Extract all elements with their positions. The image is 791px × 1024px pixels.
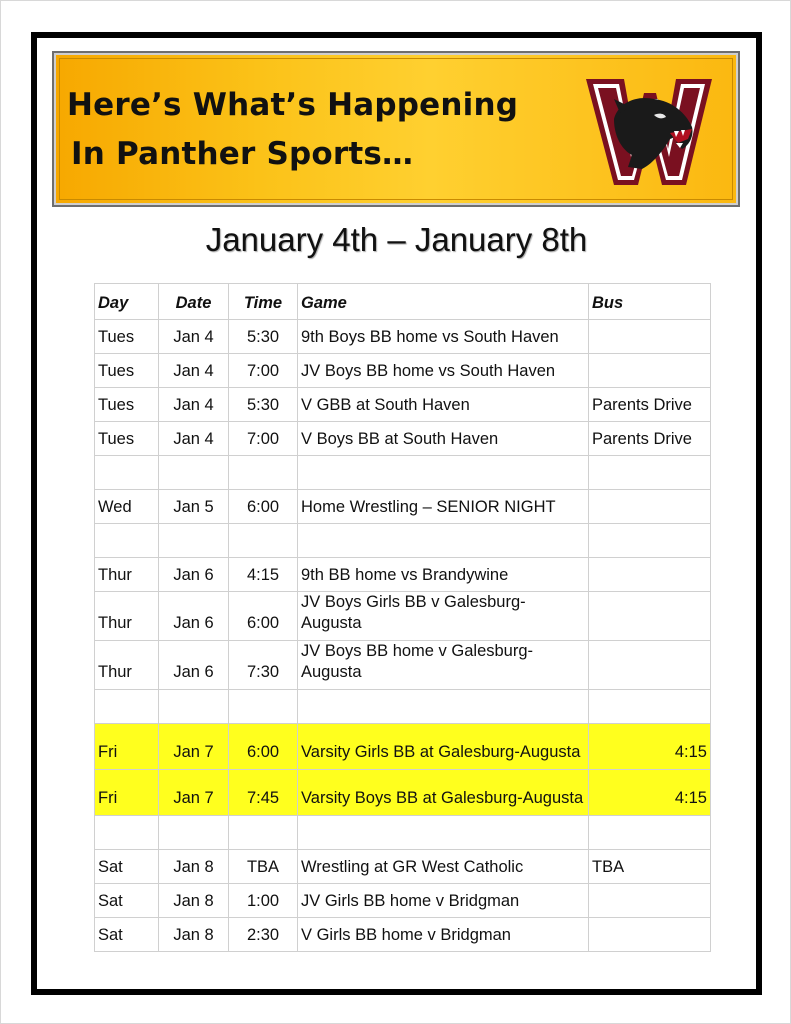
table-row: [95, 320, 711, 354]
cell-bus: [589, 558, 711, 592]
cell-date: Jan 6: [159, 592, 229, 641]
cell-time: 7:00: [229, 422, 298, 456]
schedule-table: [94, 283, 711, 952]
cell-day: [95, 816, 159, 850]
cell-day: [95, 690, 159, 724]
cell-game: Home Wrestling – SENIOR NIGHT: [298, 490, 589, 524]
cell-bus: [589, 524, 711, 558]
cell-time: 7:00: [229, 354, 298, 388]
table-row: [95, 592, 711, 641]
cell-bus: TBA: [589, 850, 711, 884]
cell-day: Sat: [95, 850, 159, 884]
cell-time: 4:15: [229, 558, 298, 592]
table-row: [95, 524, 711, 558]
cell-date: Jan 5: [159, 490, 229, 524]
cell-date: Jan 4: [159, 388, 229, 422]
banner-headline-line1: Here’s What’s Happening: [67, 87, 519, 123]
cell-time: 5:30: [229, 388, 298, 422]
cell-date: [159, 690, 229, 724]
cell-day: Tues: [95, 354, 159, 388]
cell-time: [229, 524, 298, 558]
cell-time: 6:00: [229, 724, 298, 770]
cell-day: [95, 524, 159, 558]
cell-day: Sat: [95, 884, 159, 918]
header-bus: Bus: [589, 284, 711, 320]
cell-date: [159, 816, 229, 850]
cell-bus: [589, 884, 711, 918]
cell-game: Varsity Girls BB at Galesburg-Augusta: [298, 724, 589, 770]
table-row: [95, 816, 711, 850]
cell-date: [159, 524, 229, 558]
cell-time: 2:30: [229, 918, 298, 952]
cell-time: [229, 456, 298, 490]
cell-day: Sat: [95, 918, 159, 952]
table-row: [95, 918, 711, 952]
cell-bus: [589, 354, 711, 388]
cell-game: [298, 456, 589, 490]
cell-bus: 4:15: [589, 770, 711, 816]
date-range-title: January 4th – January 8th: [205, 221, 588, 258]
cell-time: TBA: [229, 850, 298, 884]
cell-date: Jan 4: [159, 320, 229, 354]
table-row: [95, 422, 711, 456]
cell-time: 6:00: [229, 490, 298, 524]
cell-bus: 4:15: [589, 724, 711, 770]
cell-bus: Parents Drive: [589, 422, 711, 456]
cell-game: JV Boys BB home vs South Haven: [298, 354, 589, 388]
cell-bus: [589, 918, 711, 952]
cell-bus: Parents Drive: [589, 388, 711, 422]
cell-date: Jan 6: [159, 641, 229, 690]
cell-date: Jan 7: [159, 724, 229, 770]
schedule-body: [95, 320, 711, 952]
table-row: [95, 641, 711, 690]
table-row: [95, 850, 711, 884]
table-row: [95, 456, 711, 490]
cell-day: Fri: [95, 770, 159, 816]
header-game: Game: [298, 284, 589, 320]
cell-time: 6:00: [229, 592, 298, 641]
cell-date: Jan 6: [159, 558, 229, 592]
cell-game: Varsity Boys BB at Galesburg-Augusta: [298, 770, 589, 816]
table-row: [95, 770, 711, 816]
cell-time: 7:30: [229, 641, 298, 690]
header-date: Date: [159, 284, 229, 320]
table-row: [95, 490, 711, 524]
table-row: [95, 884, 711, 918]
table-row: [95, 690, 711, 724]
cell-bus: [589, 690, 711, 724]
cell-time: 7:45: [229, 770, 298, 816]
table-row: [95, 558, 711, 592]
cell-time: 1:00: [229, 884, 298, 918]
table-row: [95, 724, 711, 770]
cell-game: V GBB at South Haven: [298, 388, 589, 422]
cell-bus: [589, 456, 711, 490]
cell-game: JV Boys BB home v Galesburg-Augusta: [298, 641, 589, 690]
cell-day: Tues: [95, 320, 159, 354]
cell-game: JV Boys Girls BB v Galesburg-Augusta: [298, 592, 589, 641]
cell-date: Jan 8: [159, 884, 229, 918]
cell-bus: [589, 592, 711, 641]
cell-date: Jan 4: [159, 354, 229, 388]
cell-game: Wrestling at GR West Catholic: [298, 850, 589, 884]
cell-bus: [589, 320, 711, 354]
cell-day: Thur: [95, 592, 159, 641]
cell-day: Thur: [95, 641, 159, 690]
cell-game: 9th BB home vs Brandywine: [298, 558, 589, 592]
header-day: Day: [95, 284, 159, 320]
cell-game: JV Girls BB home v Bridgman: [298, 884, 589, 918]
cell-day: Tues: [95, 422, 159, 456]
cell-date: Jan 8: [159, 850, 229, 884]
cell-date: Jan 7: [159, 770, 229, 816]
table-row: [95, 388, 711, 422]
cell-day: Thur: [95, 558, 159, 592]
cell-game: [298, 524, 589, 558]
cell-time: [229, 816, 298, 850]
cell-date: [159, 456, 229, 490]
cell-date: Jan 8: [159, 918, 229, 952]
cell-day: [95, 456, 159, 490]
cell-time: [229, 690, 298, 724]
cell-game: V Girls BB home v Bridgman: [298, 918, 589, 952]
banner-headline-line2: In Panther Sports…: [71, 136, 414, 172]
cell-game: V Boys BB at South Haven: [298, 422, 589, 456]
cell-day: Fri: [95, 724, 159, 770]
cell-game: [298, 690, 589, 724]
panther-w-logo-icon: [584, 73, 714, 191]
cell-bus: [589, 490, 711, 524]
cell-bus: [589, 641, 711, 690]
cell-bus: [589, 816, 711, 850]
table-row: [95, 354, 711, 388]
header-time: Time: [229, 284, 298, 320]
cell-day: Tues: [95, 388, 159, 422]
cell-date: Jan 4: [159, 422, 229, 456]
table-header-row: [95, 284, 711, 320]
cell-game: 9th Boys BB home vs South Haven: [298, 320, 589, 354]
cell-day: Wed: [95, 490, 159, 524]
cell-game: [298, 816, 589, 850]
cell-time: 5:30: [229, 320, 298, 354]
